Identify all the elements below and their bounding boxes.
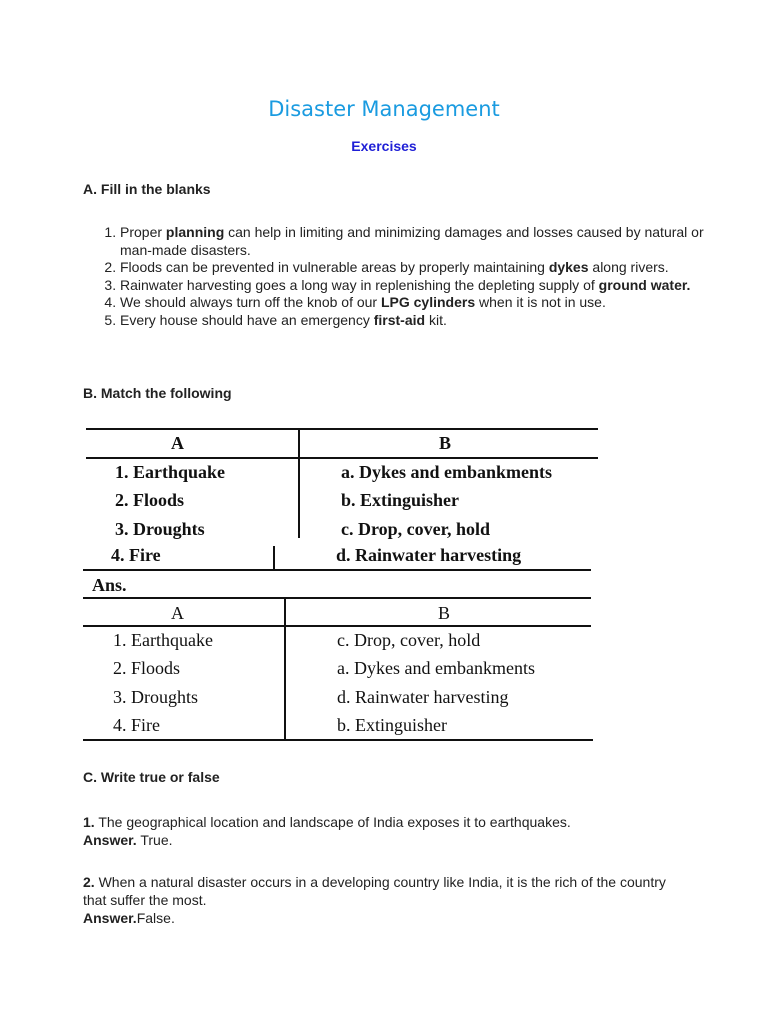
answer-left-item: 4. Fire — [113, 715, 160, 735]
question-left-item: 3. Droughts — [115, 519, 205, 539]
question-left-item: 4. Fire — [111, 545, 161, 565]
divider — [86, 457, 598, 459]
answer-col-b-header: B — [438, 603, 451, 623]
divider — [273, 546, 275, 570]
answer-right-item: d. Rainwater harvesting — [337, 687, 509, 707]
divider — [83, 597, 591, 599]
answer-label: Ans. — [92, 575, 127, 595]
section-b-heading: B. Match the following — [83, 385, 232, 401]
page-title: Disaster Management — [268, 97, 500, 121]
answer-right-item: c. Drop, cover, hold — [337, 630, 481, 650]
divider — [284, 597, 286, 741]
question-right-item: c. Drop, cover, hold — [341, 519, 491, 539]
match-table-figure — [83, 427, 598, 743]
divider — [83, 739, 593, 741]
answer-right-item: b. Extinguisher — [337, 715, 447, 735]
divider — [86, 428, 598, 430]
question-left-item: 2. Floods — [115, 490, 185, 510]
question-left-item: 1. Earthquake — [115, 462, 226, 482]
answer-left-item: 2. Floods — [113, 658, 181, 678]
question-col-b-header: B — [439, 433, 452, 453]
divider — [83, 569, 591, 571]
fill-blanks-list — [83, 224, 720, 330]
question-right-item: b. Extinguisher — [341, 490, 460, 510]
list-item: 4. We should always turn off the knob of our LPG cylinders when it is not in use. — [120, 294, 720, 312]
list-item: 2. Floods can be prevented in vulnerable areas by properly maintaining dykes along rivers. — [120, 259, 720, 277]
question-right-item: d. Rainwater harvesting — [336, 545, 522, 565]
true-false-item: 2. When a natural disaster occurs in a developing country like India, it is the rich of the country that suffer the most. Answer.False. — [83, 874, 666, 926]
section-a-heading: A. Fill in the blanks — [83, 181, 211, 197]
list-item: 1. Proper planning can help in limiting and minimizing damages and losses caused by natural or man-made disasters. — [120, 224, 720, 259]
list-item: 5. Every house should have an emergency first-aid kit. — [120, 312, 720, 330]
question-right-item: a. Dykes and embankments — [341, 462, 553, 482]
answer-left-item: 1. Earthquake — [113, 630, 213, 650]
divider — [298, 428, 300, 538]
answer-left-item: 3. Droughts — [113, 687, 198, 707]
divider — [83, 625, 591, 627]
answer-col-a-header: A — [171, 603, 184, 623]
question-col-a-header: A — [171, 433, 184, 453]
list-item: 3. Rainwater harvesting goes a long way in replenishing the depleting supply of ground water. — [120, 277, 720, 295]
page-subtitle: Exercises — [351, 138, 417, 154]
true-false-item: 1. The geographical location and landscape of India exposes it to earthquakes. Answer. True. — [83, 814, 571, 848]
section-c-heading: C. Write true or false — [83, 769, 220, 785]
answer-right-item: a. Dykes and embankments — [337, 658, 535, 678]
